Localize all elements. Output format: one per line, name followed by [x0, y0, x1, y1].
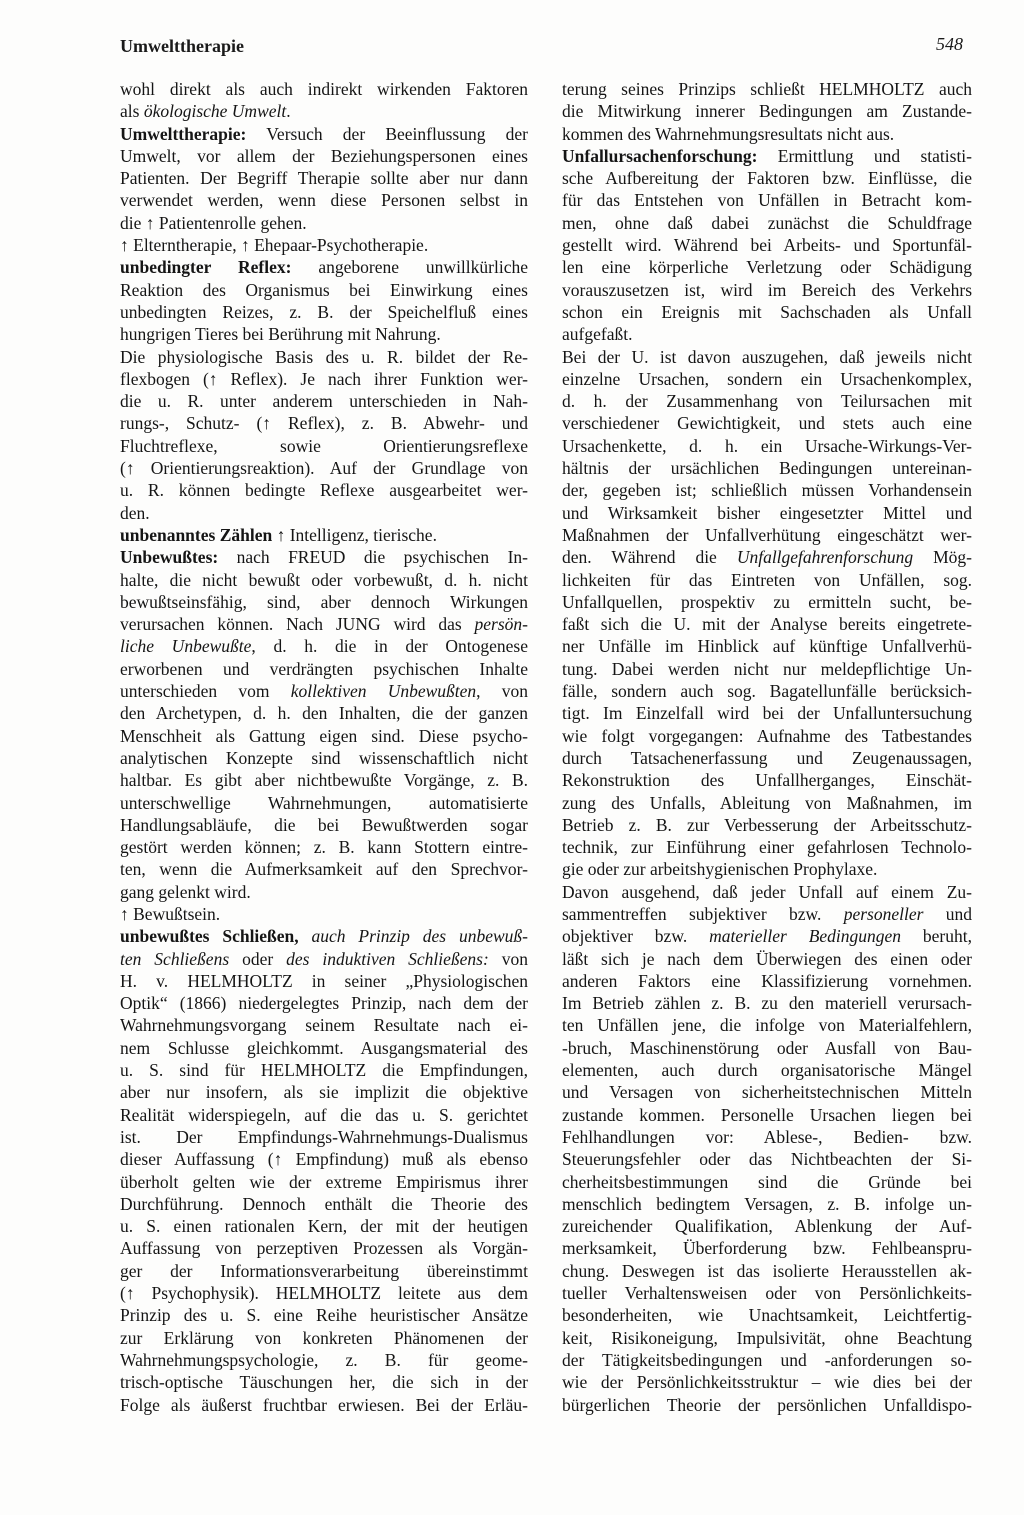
line-text: objektiver bzw.: [562, 926, 710, 947]
line-text: Betrieb z. B. zur Verbesserung der Arbeitsschutz-: [562, 814, 972, 835]
line-text: durch Tatsachenerfassung und Zeugenaussagen,: [562, 747, 972, 768]
line-text: cherheitsbestimmungen sind die Gründe bei: [562, 1171, 972, 1192]
line-text: als: [120, 101, 144, 122]
text-line: [120, 1059, 528, 1081]
line-text: für das Entstehen von Unfällen in Betracht kom-: [562, 190, 972, 211]
line-text: Wahrnehmungspsychologie, z. B. für geome-: [120, 1349, 528, 1370]
line-text: vorauszusetzen ist, wird im Bereich des Verkehrs: [562, 279, 972, 300]
text-line: [120, 836, 528, 858]
text-line: [120, 212, 528, 234]
text-line: [562, 1014, 972, 1036]
text-line: [562, 189, 972, 211]
line-text: und Versagen von sicherheitstechnischen Mitteln: [562, 1082, 972, 1103]
text-line: [562, 836, 972, 858]
text-line: [562, 502, 972, 524]
line-text: überholt gelten wie der extreme Empirismus ihrer: [120, 1171, 528, 1192]
text-line: [120, 970, 528, 992]
line-text: (↑ Psychophysik). HELMHOLTZ leitete aus dem: [120, 1283, 528, 1304]
line-text: läßt sich je nach dem Überwiegen des einen oder: [562, 948, 972, 969]
text-line: [562, 546, 972, 568]
text-line: [120, 591, 528, 613]
line-text: wie folgt vorgegangen: Aufnahme des Tatbestandes: [562, 725, 972, 746]
text-line: [120, 346, 528, 368]
text-line: [562, 1148, 972, 1170]
italic-term: ten Schließens: [120, 948, 230, 969]
text-line: [562, 1104, 972, 1126]
line-text: -bruch, Maschinenstörung oder Ausfall von Bau-: [562, 1037, 972, 1058]
line-text: unbedingten Reizes, z. B. der Speichelfluß eines: [120, 301, 528, 322]
text-line: [120, 903, 528, 925]
text-line: [562, 279, 972, 301]
text-line: [562, 925, 972, 947]
text-line: [120, 1193, 528, 1215]
text-line: [120, 412, 528, 434]
text-line: [562, 100, 972, 122]
text-line: [562, 1193, 972, 1215]
text-line: [120, 145, 528, 167]
text-line: [562, 256, 972, 278]
text-line: [120, 279, 528, 301]
text-line: [120, 858, 528, 880]
text-line: [120, 390, 528, 412]
line-text: Handlungsabläufe, die bei Bewußtwerden sogar: [120, 814, 528, 835]
line-text: kommen des Wahrnehmungsresultats nicht aus.: [562, 123, 895, 144]
line-text: Ursachenkette, d. h. ein Ursache-Wirkungs-Ver-: [562, 435, 972, 456]
line-text: beruht,: [901, 926, 972, 947]
line-text: ↑ Intelligenz, tierische.: [272, 524, 437, 545]
text-line: [120, 658, 528, 680]
text-line: [120, 1148, 528, 1170]
text-line: [562, 368, 972, 390]
text-line: [562, 1327, 972, 1349]
text-line: [562, 970, 972, 992]
text-line: [562, 145, 972, 167]
text-line: [120, 1327, 528, 1349]
text-line: [562, 591, 972, 613]
line-text: Im Betrieb zählen z. B. zu den materiell verursach-: [562, 993, 972, 1014]
line-text: unterschwellige Wahrnehmungen, automatisierte: [120, 792, 528, 813]
line-text: sche Aufbereitung der Faktoren bzw. Einflüsse, die: [562, 168, 972, 189]
text-line: [562, 1394, 972, 1416]
line-text: Fehlhandlungen vor: Ablese-, Bedien- bzw.: [562, 1126, 972, 1147]
text-line: [562, 613, 972, 635]
text-line: [562, 792, 972, 814]
line-text: tueller Verhaltensweisen oder von Persönlichkeits-: [562, 1283, 972, 1304]
line-text: besonderheiten, wie Unachtsamkeit, Leichtfertig-: [562, 1305, 972, 1326]
line-text: von: [488, 948, 528, 969]
text-line: [562, 123, 972, 145]
text-line: [120, 1349, 528, 1371]
line-text: gestellt wird. Während bei Arbeits- und Sportunfäl-: [562, 235, 972, 256]
line-text: tigt. Im Einzelfall wird bei der Unfalluntersuchung: [562, 703, 972, 724]
text-line: [562, 1059, 972, 1081]
text-line: [562, 769, 972, 791]
line-text: zung des Unfalls, Ableitung von Maßnahmen, im: [562, 792, 972, 813]
line-text: faßt sich die U. mit der Analyse bereits eingetrete-: [562, 614, 972, 635]
line-text: Durchführung. Dennoch enthält die Theorie des: [120, 1193, 528, 1214]
line-text: die ↑ Patientenrolle gehen.: [120, 212, 307, 233]
text-line: [120, 702, 528, 724]
text-line: [562, 992, 972, 1014]
text-line: [120, 1237, 528, 1259]
text-line: [120, 546, 528, 568]
text-line: [120, 680, 528, 702]
line-text: d. h. der Zusammenhang von Teilursachen mit: [562, 391, 972, 412]
line-text: halte, die nicht bewußt oder vorbewußt, d. h. nicht: [120, 569, 528, 590]
line-text: ↑ Bewußtsein.: [120, 903, 221, 924]
text-line: [120, 569, 528, 591]
text-line: [562, 881, 972, 903]
line-text: Fluchtreflexe, sowie Orientierungsreflexe: [120, 435, 528, 456]
line-text: Mög-: [913, 547, 972, 568]
line-text: gestört werden können; z. B. kann Stottern eintre-: [120, 837, 528, 858]
line-text: u. R. können bedingte Reflexe ausgearbeitet wer-: [120, 480, 528, 501]
text-line: [120, 1371, 528, 1393]
text-line: [120, 992, 528, 1014]
line-text: ten, wenn die Aufmerksamkeit auf den Sprechvor-: [120, 859, 528, 880]
line-text: einzelne Ursachen, sondern ein Ursachenkomplex,: [562, 368, 972, 389]
line-text: nem Schlusse gleichkommt. Ausgangsmaterial des: [120, 1037, 528, 1058]
text-line: [562, 412, 972, 434]
line-text: keit, Risikoneigung, Impulsivität, ohne Beachtung: [562, 1327, 972, 1348]
entry-headword: Unfallursachenforschung:: [562, 145, 758, 166]
line-text: verwendet werden, wenn diese Personen selbst in: [120, 190, 528, 211]
line-text: technik, zur Einführung einer gefahrlosen Technolo-: [562, 837, 972, 858]
text-line: [120, 457, 528, 479]
line-text: , von: [476, 681, 528, 702]
text-line: [562, 1282, 972, 1304]
line-text: menschlich bedingtem Versagen, z. B. infolge un-: [562, 1193, 972, 1214]
text-line: [120, 479, 528, 501]
text-line: [120, 167, 528, 189]
text-line: [562, 78, 972, 100]
text-line: [120, 1081, 528, 1103]
line-text: schon ein Ereignis mit Sachschaden als Unfall: [562, 301, 972, 322]
right-text-column: [562, 78, 972, 1416]
text-line: [120, 368, 528, 390]
line-text: chung. Deswegen ist das isolierte Herausstellen ak-: [562, 1260, 972, 1281]
line-text: verschiedener Gewichtigkeit, und stets auch eine: [562, 413, 972, 434]
text-line: [120, 234, 528, 256]
text-line: [562, 346, 972, 368]
line-text: (↑ Orientierungsreaktion). Auf der Grundlage von: [120, 458, 528, 479]
text-line: [562, 1304, 972, 1326]
line-text: sammentreffen subjektiver bzw.: [562, 903, 844, 924]
line-text: oder: [229, 948, 287, 969]
line-text: analytischen Konzepte sind wissenschaftlich nicht: [120, 747, 528, 768]
entry-headword: Umwelttherapie:: [120, 123, 247, 144]
text-line: [562, 1371, 972, 1393]
line-text: len eine körperliche Verletzung oder Schädigung: [562, 257, 972, 278]
line-text: elementen, auch durch organisatorische Mängel: [562, 1060, 972, 1081]
text-line: [562, 903, 972, 925]
line-text: Rekonstruktion des Unfallherganges, Einschät-: [562, 770, 972, 791]
text-line: [562, 1215, 972, 1237]
italic-term: liche Unbewußte: [120, 636, 252, 657]
text-line: [562, 234, 972, 256]
line-text: den Archetypen, d. h. den Inhalten, die der ganzen: [120, 703, 528, 724]
text-line: [562, 1171, 972, 1193]
line-text: merksamkeit, Überforderung bzw. Fehlbeanspru-: [562, 1238, 972, 1259]
text-line: [120, 1126, 528, 1148]
line-text: wie der Persönlichkeitsstruktur – wie dies bei der: [562, 1372, 972, 1393]
entry-headword: Unbewußtes:: [120, 547, 219, 568]
text-line: [562, 323, 972, 345]
line-text: Patienten. Der Begriff Therapie sollte aber nur dann: [120, 168, 528, 189]
line-text: zur Erklärung von konkreten Phänomenen der: [120, 1327, 528, 1348]
italic-term: Unfallgefahrenforschung: [736, 547, 914, 568]
line-text: ↑ Elterntherapie, ↑ Ehepaar-Psychotherapie.: [120, 235, 429, 256]
text-line: [120, 1304, 528, 1326]
line-text: dieser Auffassung (↑ Empfindung) muß als ebenso: [120, 1149, 528, 1170]
italic-term: des induktiven Schließens:: [286, 948, 489, 969]
text-line: [120, 613, 528, 635]
text-line: [120, 78, 528, 100]
line-text: Davon ausgehend, daß jeder Unfall auf einem Zu-: [562, 881, 972, 902]
text-line: [562, 747, 972, 769]
italic-term: persön-: [474, 614, 528, 635]
line-text: den.: [120, 502, 150, 523]
line-text: zustande kommen. Personelle Ursachen liegen bei: [562, 1104, 972, 1125]
text-line: [120, 256, 528, 278]
line-text: Die physiologische Basis des u. R. bildet der Re-: [120, 346, 528, 367]
text-line: [120, 301, 528, 323]
line-text: Umwelt, vor allem der Beziehungspersonen eines: [120, 145, 528, 166]
line-text: verursachen können. Nach JUNG wird das: [120, 614, 475, 635]
text-line: [562, 167, 972, 189]
line-text: hungrigen Tieres bei Berührung mit Nahrung.: [120, 324, 441, 345]
running-header-title: Umwelttherapie: [120, 36, 244, 56]
italic-term: ökologische Umwelt: [143, 101, 287, 122]
text-line: [562, 569, 972, 591]
text-line: [562, 1126, 972, 1148]
text-line: [120, 814, 528, 836]
text-line: [120, 1282, 528, 1304]
line-text: Prinzip des u. S. eine Reihe heuristischer Ansätze: [120, 1305, 528, 1326]
text-line: [120, 1260, 528, 1282]
line-text: den. Während die: [562, 547, 737, 568]
line-text: erworbenen und verdrängten psychischen Inhalte: [120, 658, 528, 679]
text-line: [120, 1215, 528, 1237]
text-line: [562, 212, 972, 234]
text-line: [562, 1237, 972, 1259]
left-text-column: [120, 78, 528, 1416]
line-text: nach FREUD die psychischen In-: [218, 547, 528, 568]
line-text: gie oder zur arbeitshygienischen Prophylaxe.: [562, 859, 878, 880]
line-text: tung. Dabei werden nicht nur meldepflichtige Un-: [562, 658, 972, 679]
line-text: Realität widerspiegeln, auf die das u. S. gerichtet: [120, 1104, 528, 1125]
entry-headword: unbenanntes Zählen: [120, 524, 273, 545]
entry-headword: unbewußtes Schließen,: [120, 926, 299, 947]
line-text: und Wirksamkeit bisher eingesetzter Mittel und: [562, 502, 972, 523]
italic-term: auch Prinzip des unbewuß-: [298, 926, 528, 947]
text-line: [120, 769, 528, 791]
line-text: Steuerungsfehler oder das Nichtbeachten der Si-: [562, 1149, 972, 1170]
line-text: aufgefaßt.: [562, 324, 633, 345]
line-text: rungs-, Schutz- (↑ Reflex), z. B. Abwehr- und: [120, 413, 528, 434]
line-text: terung seines Prinzips schließt HELMHOLTZ auch: [562, 79, 972, 99]
line-text: men, ohne daß dabei zunächst die Schuldfrage: [562, 212, 972, 233]
text-line: [562, 702, 972, 724]
line-text: zureichender Qualifikation, Ablenkung der Auf-: [562, 1216, 972, 1237]
text-line: [120, 100, 528, 122]
text-line: [120, 323, 528, 345]
text-line: [120, 1037, 528, 1059]
text-line: [562, 814, 972, 836]
text-line: [562, 948, 972, 970]
line-text: fälle, sondern auch sog. Bagatellunfälle berücksich-: [562, 681, 972, 702]
line-text: ger der Informationsverarbeitung übereinstimmt: [120, 1260, 528, 1281]
line-text: haltbar. Es gibt aber nichtbewußte Vorgänge, z. B.: [120, 770, 528, 791]
text-line: [120, 1171, 528, 1193]
line-text: Wahrnehmungsvorgang seinem Resultate nach ei-: [120, 1015, 528, 1036]
text-line: [120, 725, 528, 747]
text-line: [562, 658, 972, 680]
text-line: [562, 524, 972, 546]
text-line: [562, 1260, 972, 1282]
line-text: wohl direkt als auch indirekt wirkenden Faktoren: [120, 79, 528, 99]
text-line: [120, 881, 528, 903]
line-text: und: [923, 903, 972, 924]
line-text: flexbogen (↑ Reflex). Je nach ihrer Funktion wer-: [120, 368, 528, 389]
line-text: Menschheit als Gattung eigen sind. Diese psycho-: [120, 725, 528, 746]
text-line: [120, 189, 528, 211]
text-line: [562, 1349, 972, 1371]
text-line: [120, 502, 528, 524]
line-text: Bei der U. ist davon auszugehen, daß jeweils nicht: [562, 346, 972, 367]
text-line: [562, 390, 972, 412]
italic-term: personeller: [843, 903, 924, 924]
text-line: [120, 524, 528, 546]
text-line: [120, 435, 528, 457]
text-line: [562, 479, 972, 501]
text-line: [562, 680, 972, 702]
line-text: H. v. HELMHOLTZ in seiner „Physiologischen: [120, 970, 528, 991]
text-line: [562, 635, 972, 657]
line-text: der Tätigkeitsbedingungen und -anforderungen so-: [562, 1349, 972, 1370]
line-text: die Mitwirkung innerer Bedingungen am Zustande-: [562, 101, 972, 122]
italic-term: materieller Bedingungen: [709, 926, 902, 947]
line-text: Reaktion des Organismus bei Einwirkung eines: [120, 279, 528, 300]
line-text: u. S. einen rationalen Kern, der mit der heutigen: [120, 1216, 528, 1237]
text-line: [562, 1037, 972, 1059]
line-text: u. S. sind für HELMHOLTZ die Empfindungen,: [120, 1060, 528, 1081]
entry-headword: unbedingter Reflex:: [120, 257, 292, 278]
line-text: Optik“ (1866) niedergelegtes Prinzip, nach dem der: [120, 993, 528, 1014]
line-text: bürgerlichen Theorie der persönlichen Unfalldispo-: [562, 1394, 972, 1415]
line-text: Ermittlung und statisti-: [757, 145, 972, 166]
line-text: ten Unfällen jene, die infolge von Materialfehlern,: [562, 1015, 972, 1036]
text-line: [120, 1104, 528, 1126]
line-text: Unfallquellen, prospektiv zu ermitteln sucht, be-: [562, 591, 972, 612]
line-text: anderen Faktors eine Klassifizierung vornehmen.: [562, 970, 972, 991]
text-line: [562, 858, 972, 880]
text-line: [120, 792, 528, 814]
line-text: .: [286, 101, 291, 122]
line-text: ner Unfälle im Hinblick auf künftige Unfallverhü-: [562, 636, 972, 657]
text-line: [120, 948, 528, 970]
line-text: Maßnahmen der Unfallverhütung eingeschätzt wer-: [562, 524, 972, 545]
line-text: Auffassung von perzeptiven Prozessen als Vorgän-: [120, 1238, 528, 1259]
line-text: bewußtseinsfähig, sind, aber dennoch Wirkungen: [120, 591, 528, 612]
text-line: [562, 435, 972, 457]
line-text: aber nur insofern, als sie implizit die objektive: [120, 1082, 528, 1103]
text-line: [120, 1394, 528, 1416]
line-text: Folge als äußerst fruchtbar erwiesen. Bei der Erläu-: [120, 1394, 528, 1415]
line-text: lichkeiten für das Eintreten von Unfällen, sog.: [562, 569, 972, 590]
text-line: [562, 301, 972, 323]
line-text: der, gegeben ist; schließlich müssen Vorhandensein: [562, 480, 972, 501]
text-line: [120, 1014, 528, 1036]
text-line: [562, 725, 972, 747]
text-line: [562, 457, 972, 479]
italic-term: kollektiven Unbewußten: [290, 681, 477, 702]
text-line: [120, 635, 528, 657]
line-text: Versuch der Beeinflussung der: [246, 123, 528, 144]
line-text: ist. Der Empfindungs-Wahrnehmungs-Dualismus: [120, 1126, 528, 1147]
page-number: 548: [936, 34, 963, 54]
line-text: hältnis der ursächlichen Bedingungen untereinan-: [562, 458, 972, 479]
line-text: , d. h. die in der Ontogenese: [251, 636, 528, 657]
line-text: trisch-optische Täuschungen her, die sich in der: [120, 1372, 528, 1393]
line-text: die u. R. unter anderem unterschieden in Nah-: [120, 391, 528, 412]
line-text: gang gelenkt wird.: [120, 881, 251, 902]
line-text: angeborene unwillkürliche: [291, 257, 528, 278]
text-line: [120, 747, 528, 769]
text-line: [562, 1081, 972, 1103]
text-line: [120, 123, 528, 145]
text-line: [120, 925, 528, 947]
line-text: unterschieden vom: [120, 681, 291, 702]
